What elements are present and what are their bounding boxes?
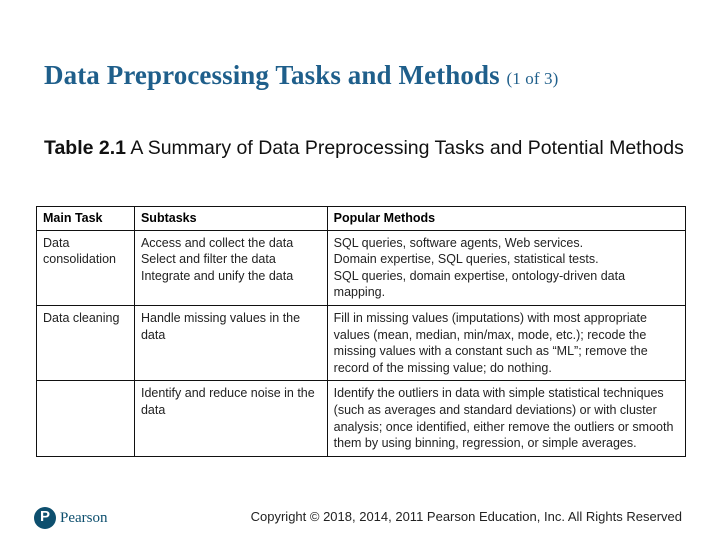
header-subtasks: Subtasks <box>134 207 327 231</box>
pearson-logo-letter: P <box>39 508 50 525</box>
subtask-item: Handle missing values in the data <box>140 310 301 342</box>
copyright-notice: Copyright © 2018, 2014, 2011 Pearson Education, Inc. All Rights Reserved <box>250 509 682 524</box>
slide-title-part: (1 of 3) <box>506 69 559 88</box>
table-row <box>37 230 686 305</box>
table-caption <box>44 136 694 160</box>
cell-main-task: Data cleaning <box>37 305 135 380</box>
method-item: SQL queries, software agents, Web services. <box>333 235 584 250</box>
cell-methods <box>327 305 685 380</box>
slide-title <box>44 60 558 91</box>
table-caption-text: A Summary of Data Preprocessing Tasks and Potential Methods <box>130 137 684 159</box>
table-row <box>37 305 686 380</box>
method-item: Domain expertise, SQL queries, statistical tests. <box>333 252 599 267</box>
pearson-logo-text: Pearson <box>60 509 108 526</box>
table-header-row <box>37 207 686 231</box>
header-popular-methods: Popular Methods <box>327 207 685 231</box>
subtask-item: Select and filter the data <box>140 252 276 267</box>
method-item: SQL queries, domain expertise, ontology-driven data mapping. <box>333 268 626 300</box>
cell-methods <box>327 381 685 456</box>
cell-subtasks <box>134 230 327 305</box>
pearson-logo <box>34 506 108 530</box>
cell-methods <box>327 230 685 305</box>
cell-main-task <box>37 381 135 456</box>
pearson-logo-icon <box>34 507 56 529</box>
subtask-item: Integrate and unify the data <box>140 268 294 283</box>
slide-title-text: Data Preprocessing Tasks and Methods <box>44 60 500 90</box>
table-caption-label: Table 2.1 <box>44 137 127 159</box>
method-item: Identify the outliers in data with simple statistical techniques (such as averages and standard deviations) or with cluster analysis; once identified, either remove the outliers or smooth them by using binning, regression, or simple averages. <box>333 386 674 451</box>
cell-main-task: Data consolidation <box>37 230 135 305</box>
header-main-task: Main Task <box>37 207 135 231</box>
method-item: Fill in missing values (imputations) with most appropriate values (mean, median, min/max, mode, etc.); recode the missing values with a constant such as “ML”; remove the record of the missing value; do nothing. <box>333 310 648 375</box>
preprocessing-table <box>36 206 686 457</box>
subtask-item: Access and collect the data <box>140 235 294 250</box>
table-row <box>37 381 686 456</box>
cell-subtasks <box>134 381 327 456</box>
subtask-item: Identify and reduce noise in the data <box>140 386 315 417</box>
cell-subtasks <box>134 305 327 380</box>
